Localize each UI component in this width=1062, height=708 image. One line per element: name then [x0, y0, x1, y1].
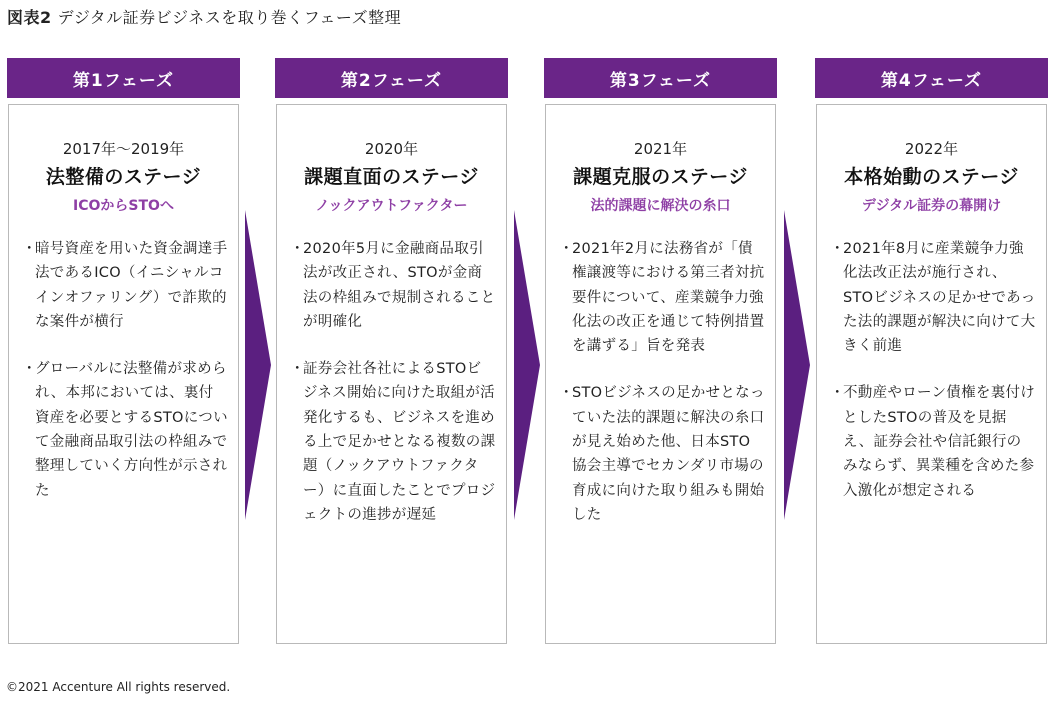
- bullet-item: [559, 381, 765, 527]
- bullet-marker: ・: [290, 361, 305, 378]
- bullet-marker: ・: [22, 241, 37, 257]
- phase-4-subtitle: デジタル証券の幕開け: [861, 198, 1002, 214]
- bullet-item: [559, 237, 765, 358]
- bullet-text: 暗号資産を用いた資金調達手法であるICO（イニシャルコインオファリング）で詐欺的な案件が横行: [35, 241, 228, 330]
- phase-4-card: [816, 104, 1047, 644]
- phase-1-header: 第1フェーズ: [7, 58, 240, 98]
- bullet-text: 2020年5月に金融商品取引法が改正され、STOが金商法の枠組みで規制されることが明確化: [303, 241, 496, 330]
- arrow-shape: [784, 210, 810, 520]
- phase-4-header: 第4フェーズ: [815, 58, 1048, 98]
- phase-2-stage: 課題直面のステージ: [304, 166, 479, 188]
- phase-3-header: 第3フェーズ: [544, 58, 777, 98]
- phase-1-bullets: [22, 237, 228, 526]
- bullet-item: [22, 357, 228, 503]
- bullet-marker: ・: [830, 241, 845, 257]
- bullet-item: [830, 381, 1036, 502]
- bullet-item: [830, 237, 1036, 358]
- phase-1-year: 2017年〜2019年: [62, 140, 185, 158]
- phase-3-stage: 課題克服のステージ: [573, 166, 748, 188]
- phase-2-year: 2020年: [364, 140, 419, 158]
- arrow-shape: [514, 210, 540, 520]
- bullet-marker: ・: [290, 241, 305, 257]
- phase-4-stage: 本格始動のステージ: [844, 166, 1019, 188]
- figure-number: 図表2: [7, 8, 52, 27]
- phase-3-subtitle: 法的課題に解決の糸口: [590, 198, 731, 214]
- bullet-text: 証券会社各社によるSTOビジネス開始に向けた取組が活発化するも、ビジネスを進める上で足かせとなる複数の課題（ノックアウトファクター）に直面したことでプロジェクトの進捗が遅延: [303, 361, 496, 523]
- bullet-item: [290, 357, 496, 527]
- bullet-text: STOビジネスの足かせとなっていた法的課題に解決の糸口が見え始めた他、日本STO協会主導でセカンダリ市場の育成に向けた取り組みも開始した: [572, 385, 765, 523]
- phase-2-header: 第2フェーズ: [275, 58, 508, 98]
- copyright-footer: ©2021 Accenture All rights reserved.: [6, 680, 231, 694]
- bullet-item: [290, 237, 496, 334]
- phase-1-subtitle: ICOからSTOへ: [73, 198, 174, 214]
- phase-3-bullets: [559, 237, 765, 550]
- bullet-marker: ・: [559, 241, 574, 257]
- phase-2-card: [276, 104, 507, 644]
- figure-title: [7, 5, 401, 28]
- phase-3-year: 2021年: [633, 140, 688, 158]
- bullet-text: 2021年2月に法務省が「債権譲渡等における第三者対抗要件について、産業競争力強化法の改正を通じて特例措置を講ずる」旨を発表: [572, 241, 765, 355]
- phase-2-subtitle: ノックアウトファクター: [315, 198, 468, 214]
- arrow-shape: [245, 210, 271, 520]
- phase-1-card: [8, 104, 239, 644]
- bullet-text: グローバルに法整備が求められ、本邦においては、裏付資産を必要とするSTOについて金融商品取引法の枠組みで整理していく方向性が示された: [35, 361, 228, 499]
- arrow-right-icon: [784, 210, 810, 520]
- phase-2-bullets: [290, 237, 496, 550]
- bullet-item: [22, 237, 228, 334]
- phase-1-stage: 法整備のステージ: [45, 166, 202, 188]
- bullet-text: 不動産やローン債権を裏付けとしたSTOの普及を見据え、証券会社や信託銀行のみならず、異業種を含めた参入激化が想定される: [843, 385, 1036, 499]
- figure-title-text: デジタル証券ビジネスを取り巻くフェーズ整理: [57, 8, 402, 27]
- phase-4-year: 2022年: [904, 140, 959, 158]
- phase-4-bullets: [830, 237, 1036, 526]
- bullet-marker: ・: [830, 385, 845, 402]
- bullet-text: 2021年8月に産業競争力強化法改正法が施行され、STOビジネスの足かせであった法的課題が解決に向けて大きく前進: [843, 241, 1036, 355]
- bullet-marker: ・: [22, 361, 37, 378]
- bullet-marker: ・: [559, 385, 574, 402]
- arrow-right-icon: [514, 210, 540, 520]
- phase-3-card: [545, 104, 776, 644]
- arrow-right-icon: [245, 210, 271, 520]
